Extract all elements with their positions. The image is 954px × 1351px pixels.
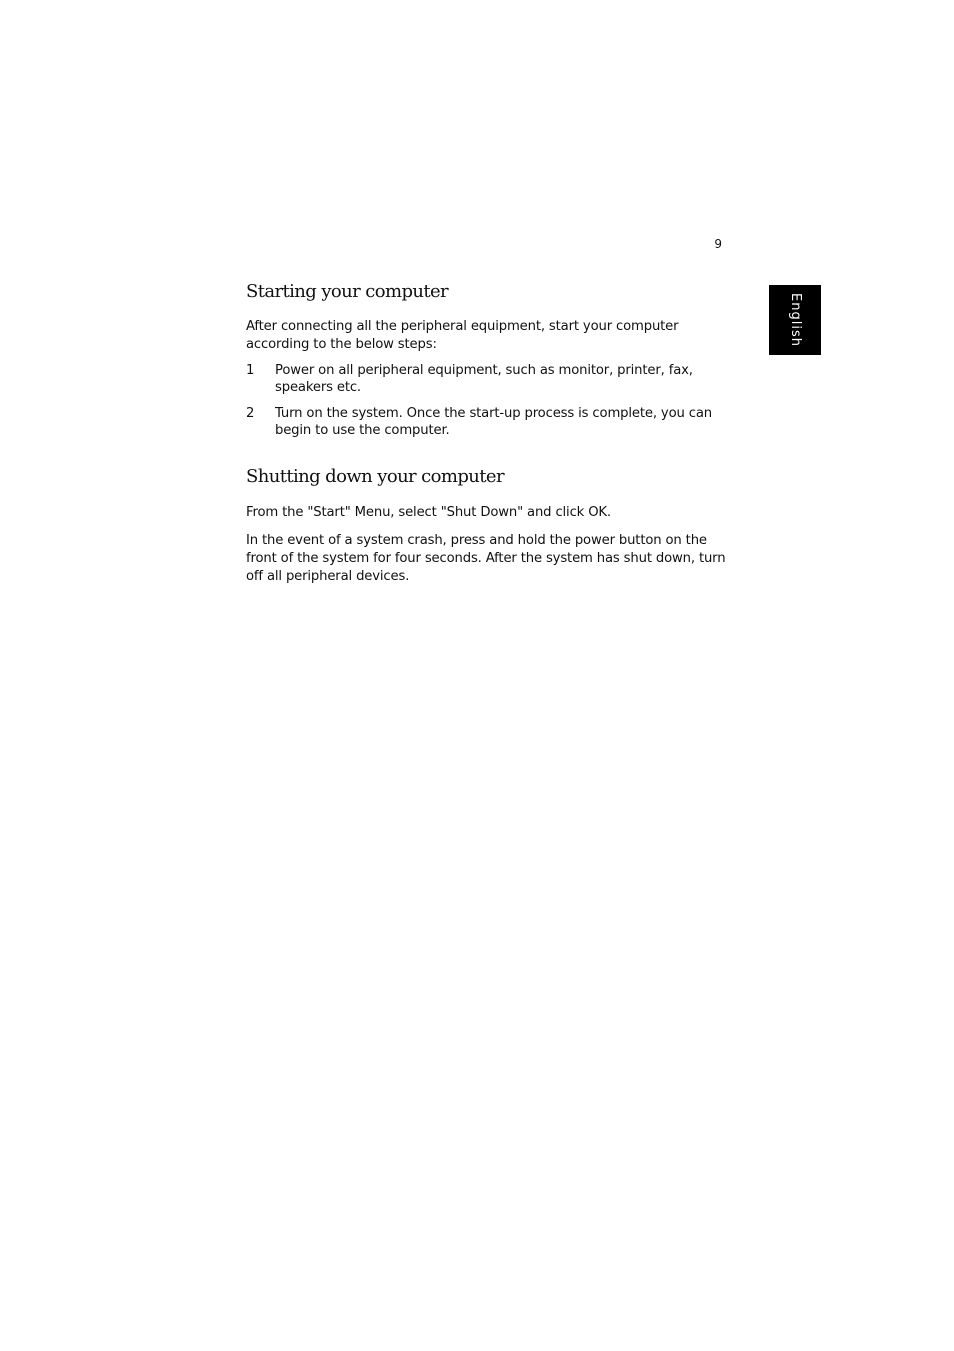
step-number: 1: [246, 363, 255, 378]
shutdown-paragraph-1: From the "Start" Menu, select "Shut Down" and click OK.: [246, 505, 611, 520]
starting-steps-list: [246, 362, 726, 439]
list-item: [246, 362, 726, 396]
heading-starting: Starting your computer: [246, 281, 449, 302]
starting-intro: After connecting all the peripheral equipment, start your computer according to the below steps:: [246, 319, 679, 352]
step-number: 2: [246, 406, 255, 421]
step-text: Power on all peripheral equipment, such as monitor, printer, fax, speakers etc.: [275, 363, 693, 395]
shutdown-paragraph-2: In the event of a system crash, press and hold the power button on the front of the system for four seconds. After the system has shut down, turn off all peripheral devices.: [246, 533, 726, 584]
page-content: [246, 278, 726, 586]
heading-shutting-down: Shutting down your computer: [246, 466, 504, 487]
list-item: [246, 405, 726, 439]
page-number: 9: [714, 237, 722, 251]
step-text: Turn on the system. Once the start-up process is complete, you can begin to use the computer.: [275, 406, 712, 438]
language-tab-label: English: [788, 293, 803, 347]
language-tab: [769, 285, 821, 355]
